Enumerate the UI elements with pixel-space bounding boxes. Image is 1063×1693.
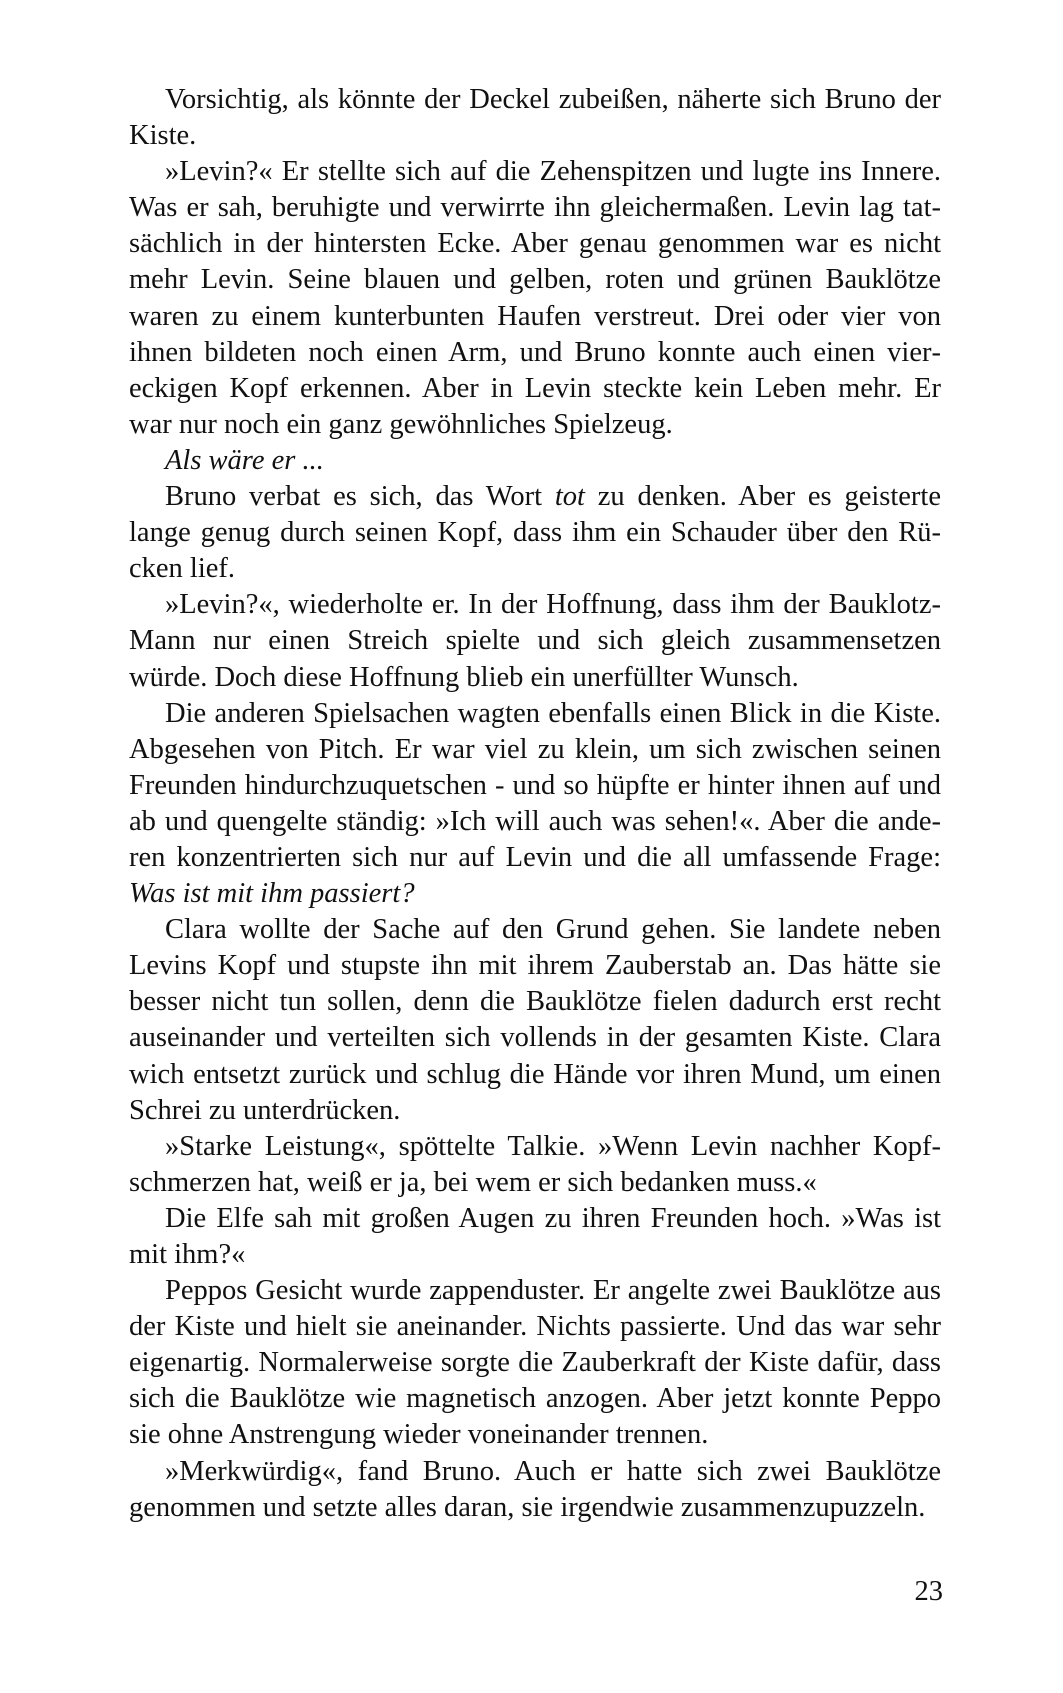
paragraph [129,1273,941,1453]
paragraph [129,1201,941,1273]
text-run: »Levin?«, wiederholte er. In der Hoffnung, dass ihm der Bauklotz-Mann nur einen Streich spielte und sich gleich zusammensetzen würde. Doch diese Hoffnung blieb ein unerfüllter Wunsch. [129,589,941,693]
paragraph [129,1454,941,1526]
text-run: Die anderen Spielsachen wagten ebenfalls einen Blick in die Kiste. Abgesehen von Pitch. Er war viel zu klein, um sich zwischen seinen Freunden hindurchzuquetschen - und so hüpfte er hinter ihnen auf und ab und quengelte ständig: »Ich will auch was sehen!«. Aber die anderen konzentrierten sich nur auf Levin und die all umfassende Frage: [129,697,941,873]
body-text [129,82,941,1526]
paragraph [129,1129,941,1201]
paragraph [129,154,941,443]
italic-text: Was ist mit ihm passiert? [129,878,415,910]
italic-text: tot [554,481,585,513]
paragraph [129,696,941,913]
paragraph [129,587,941,695]
text-run: »Starke Leistung«, spöttelte Talkie. »Wenn Levin nachher Kopfschmerzen hat, weiß er ja, bei wem er sich bedanken muss.« [129,1130,941,1198]
text-run: Peppos Gesicht wurde zappenduster. Er angelte zwei Bauklötze aus der Kiste und hielt sie aneinander. Nichts passierte. Und das war sehr eigenartig. Normalerweise sorgte die Zauberkraft der Kiste dafür, dass sich die Bauklötze wie magnetisch anzogen. Aber jetzt konnte Peppo sie ohne Anstrengung wieder voneinander trennen. [129,1275,941,1451]
page-number: 23 [914,1576,943,1607]
text-run: Bruno verbat es sich, das Wort [165,481,555,513]
italic-text: Als wäre er ... [165,444,324,476]
text-run: Die Elfe sah mit großen Augen zu ihren Freunden hoch. »Was ist mit ihm?« [129,1202,941,1270]
text-run: Vorsichtig, als könnte der Deckel zubeißen, näherte sich Bruno der Kiste. [129,84,941,152]
paragraph [129,82,941,154]
paragraph [129,443,941,479]
text-run: zu denken. Aber es geisterte lange genug durch seinen Kopf, dass ihm ein Schauder über den Rücken lief. [129,481,941,585]
text-run: Clara wollte der Sache auf den Grund gehen. Sie landete neben Levins Kopf und stupste ihn mit ihrem Zauberstab an. Das hätte sie besser nicht tun sollen, denn die Bauklötze fielen dadurch erst recht auseinander und verteilten sich vollends in der gesamten Kiste. Clara wich entsetzt zurück und schlug die Hände vor ihren Mund, um einen Schrei zu unterdrücken. [129,914,941,1126]
text-run: »Levin?« Er stellte sich auf die Zehenspitzen und lugte ins Innere. Was er sah, beruhigte und verwirrte ihn gleichermaßen. Levin lag tatsächlich in der hintersten Ecke. Aber genau genommen war es nicht mehr Levin. Seine blauen und gelben, roten und grünen Bauklötze waren zu einem kunterbunten Haufen verstreut. Drei oder vier von ihnen bildeten noch einen Arm, und Bruno konnte auch einen viereckigen Kopf erkennen. Aber in Levin steckte kein Leben mehr. Er war nur noch ein ganz gewöhnliches Spielzeug. [129,156,941,440]
paragraph [129,912,941,1129]
text-run: »Merkwürdig«, fand Bruno. Auch er hatte sich zwei Bauklötze genommen und setzte alles daran, sie irgendwie zusammenzupuzzeln. [129,1455,941,1523]
paragraph [129,479,941,587]
